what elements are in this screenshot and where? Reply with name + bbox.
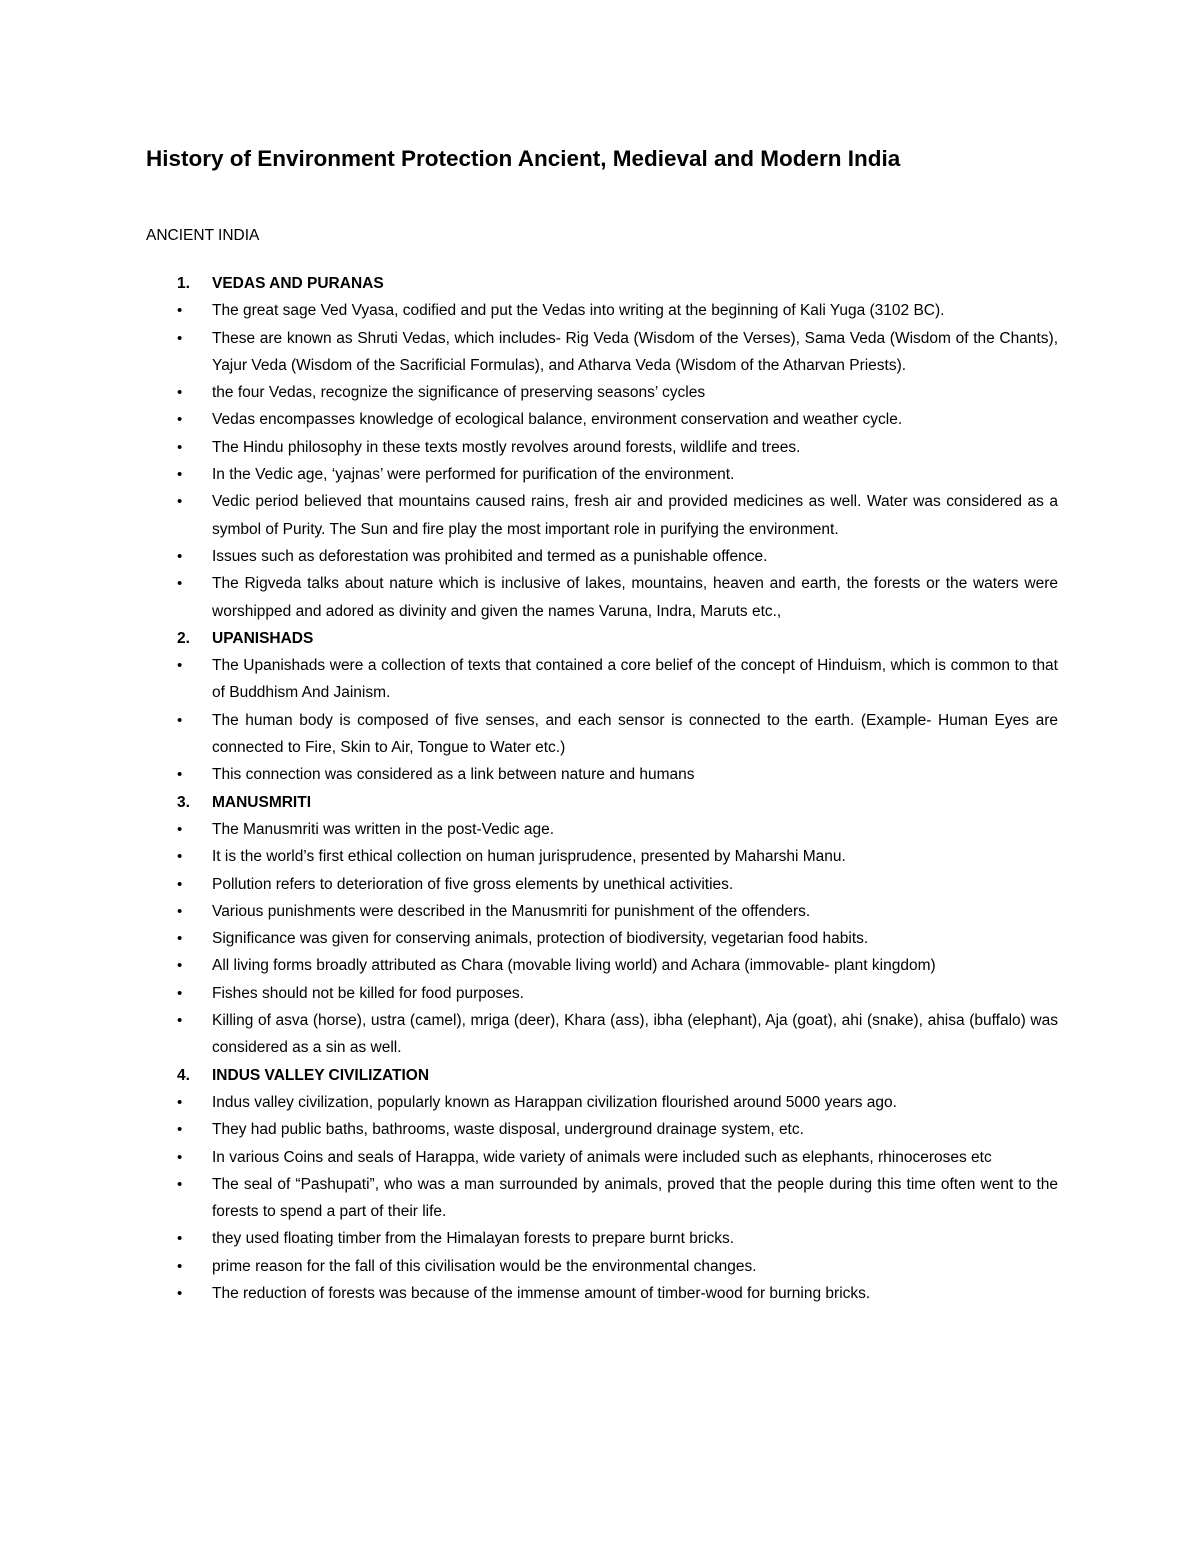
bullet-icon: •	[177, 1148, 183, 1166]
bullet-icon: •	[177, 820, 183, 838]
list-item: • In the Vedic age, ‘yajnas’ were performed for purification of the environment.	[146, 461, 1058, 488]
section-heading-text: INDUS VALLEY CIVILIZATION	[212, 1066, 430, 1084]
bullet-icon: •	[177, 302, 183, 320]
bullet-icon: •	[177, 766, 183, 784]
bullet-list-indus-valley	[146, 1089, 1058, 1307]
list-item: • Significance was given for conserving animals, protection of biodiversity, vegetarian food habits.	[146, 925, 1058, 952]
bullet-icon: •	[177, 575, 183, 593]
section-heading-text: MANUSMRITI	[212, 793, 312, 811]
section-heading-indus-valley-civilization	[146, 1062, 1058, 1089]
section-heading-text: UPANISHADS	[212, 629, 314, 647]
section-heading-vedas-and-puranas	[146, 270, 1058, 297]
list-item: • they used floating timber from the Himalayan forests to prepare burnt bricks.	[146, 1225, 1058, 1252]
list-item: • Killing of asva (horse), ustra (camel), mriga (deer), Khara (ass), ibha (elephant), Aja (goat), ahi (snake), ahisa (buffalo) was considered as a sin as well.	[146, 1007, 1058, 1062]
bullet-icon: •	[177, 875, 183, 893]
bullet-list-vedas	[146, 297, 1058, 625]
list-item: • The Manusmriti was written in the post-Vedic age.	[146, 816, 1058, 843]
bullet-icon: •	[177, 384, 183, 402]
list-item: • The reduction of forests was because of the immense amount of timber-wood for burning bricks.	[146, 1280, 1058, 1307]
list-item: • The Hindu philosophy in these texts mostly revolves around forests, wildlife and trees.	[146, 434, 1058, 461]
bullet-icon: •	[177, 1093, 183, 1111]
list-item: • These are known as Shruti Vedas, which includes- Rig Veda (Wisdom of the Verses), Sama Veda (Wisdom of the Chants), Yajur Veda (Wisdom of the Sacrificial Formulas), and Atharva Veda (Wisdom of the Atharvan Priests).	[146, 325, 1058, 380]
list-item: • In various Coins and seals of Harappa, wide variety of animals were included such as elephants, rhinoceroses etc	[146, 1144, 1058, 1171]
list-item: • Fishes should not be killed for food purposes.	[146, 980, 1058, 1007]
list-item: • Vedas encompasses knowledge of ecological balance, environment conservation and weather cycle.	[146, 406, 1058, 433]
bullet-icon: •	[177, 957, 183, 975]
list-item: • This connection was considered as a link between nature and humans	[146, 761, 1058, 788]
bullet-icon: •	[177, 329, 183, 347]
bullet-icon: •	[177, 1121, 183, 1139]
bullet-icon: •	[177, 547, 183, 565]
bullet-list-upanishads	[146, 652, 1058, 788]
bullet-icon: •	[177, 493, 183, 511]
list-item: • Various punishments were described in the Manusmriti for punishment of the offenders.	[146, 898, 1058, 925]
list-item: • Pollution refers to deterioration of five gross elements by unethical activities.	[146, 871, 1058, 898]
bullet-icon: •	[177, 1012, 183, 1030]
bullet-icon: •	[177, 984, 183, 1002]
list-item: • The great sage Ved Vyasa, codified and put the Vedas into writing at the beginning of Kali Yuga (3102 BC).	[146, 297, 1058, 324]
page-title: History of Environment Protection Ancient, Medieval and Modern India	[146, 146, 901, 171]
bullet-list-manusmriti	[146, 816, 1058, 1062]
section-heading-text: VEDAS AND PURANAS	[212, 275, 384, 292]
bullet-icon: •	[177, 1257, 183, 1275]
list-item: • Issues such as deforestation was prohibited and termed as a punishable offence.	[146, 543, 1058, 570]
bullet-icon: •	[177, 438, 183, 456]
section-heading-manusmriti	[146, 789, 1058, 816]
section-number: 1.	[177, 275, 190, 292]
list-item: • The Upanishads were a collection of texts that contained a core belief of the concept of Hinduism, which is common to that of Buddhism And Jainism.	[146, 652, 1058, 707]
section-number: 4.	[177, 1066, 190, 1084]
document-content	[146, 270, 1058, 1307]
bullet-icon: •	[177, 1230, 183, 1248]
section-label-ancient-india: ANCIENT INDIA	[146, 227, 260, 244]
bullet-icon: •	[177, 1175, 183, 1193]
section-number: 2.	[177, 629, 190, 647]
list-item: • The Rigveda talks about nature which is inclusive of lakes, mountains, heaven and earth, the forests or the waters were worshipped and adored as divinity and given the names Varuna, Indra, Maruts etc.,	[146, 570, 1058, 625]
list-item: • All living forms broadly attributed as Chara (movable living world) and Achara (immovable- plant kingdom)	[146, 952, 1058, 979]
list-item: • prime reason for the fall of this civilisation would be the environmental changes.	[146, 1253, 1058, 1280]
list-item: • Vedic period believed that mountains caused rains, fresh air and provided medicines as well. Water was considered as a symbol of Purity. The Sun and fire play the most important role in purifying the environment.	[146, 488, 1058, 543]
list-item: • the four Vedas, recognize the significance of preserving seasons’ cycles	[146, 379, 1058, 406]
bullet-icon: •	[177, 411, 183, 429]
bullet-icon: •	[177, 930, 183, 948]
list-item: • Indus valley civilization, popularly known as Harappan civilization flourished around 5000 years ago.	[146, 1089, 1058, 1116]
bullet-icon: •	[177, 711, 183, 729]
list-item: • They had public baths, bathrooms, waste disposal, underground drainage system, etc.	[146, 1116, 1058, 1143]
list-item: • It is the world’s first ethical collection on human jurisprudence, presented by Maharshi Manu.	[146, 843, 1058, 870]
section-heading-upanishads	[146, 625, 1058, 652]
bullet-icon: •	[177, 1284, 183, 1302]
bullet-icon: •	[177, 466, 183, 484]
bullet-icon: •	[177, 657, 183, 675]
bullet-icon: •	[177, 848, 183, 866]
list-item: • The seal of “Pashupati”, who was a man surrounded by animals, proved that the people during this time often went to the forests to spend a part of their life.	[146, 1171, 1058, 1226]
list-item: • The human body is composed of five senses, and each sensor is connected to the earth. (Example- Human Eyes are connected to Fire, Skin to Air, Tongue to Water etc.)	[146, 707, 1058, 762]
bullet-icon: •	[177, 902, 183, 920]
section-number: 3.	[177, 793, 190, 811]
